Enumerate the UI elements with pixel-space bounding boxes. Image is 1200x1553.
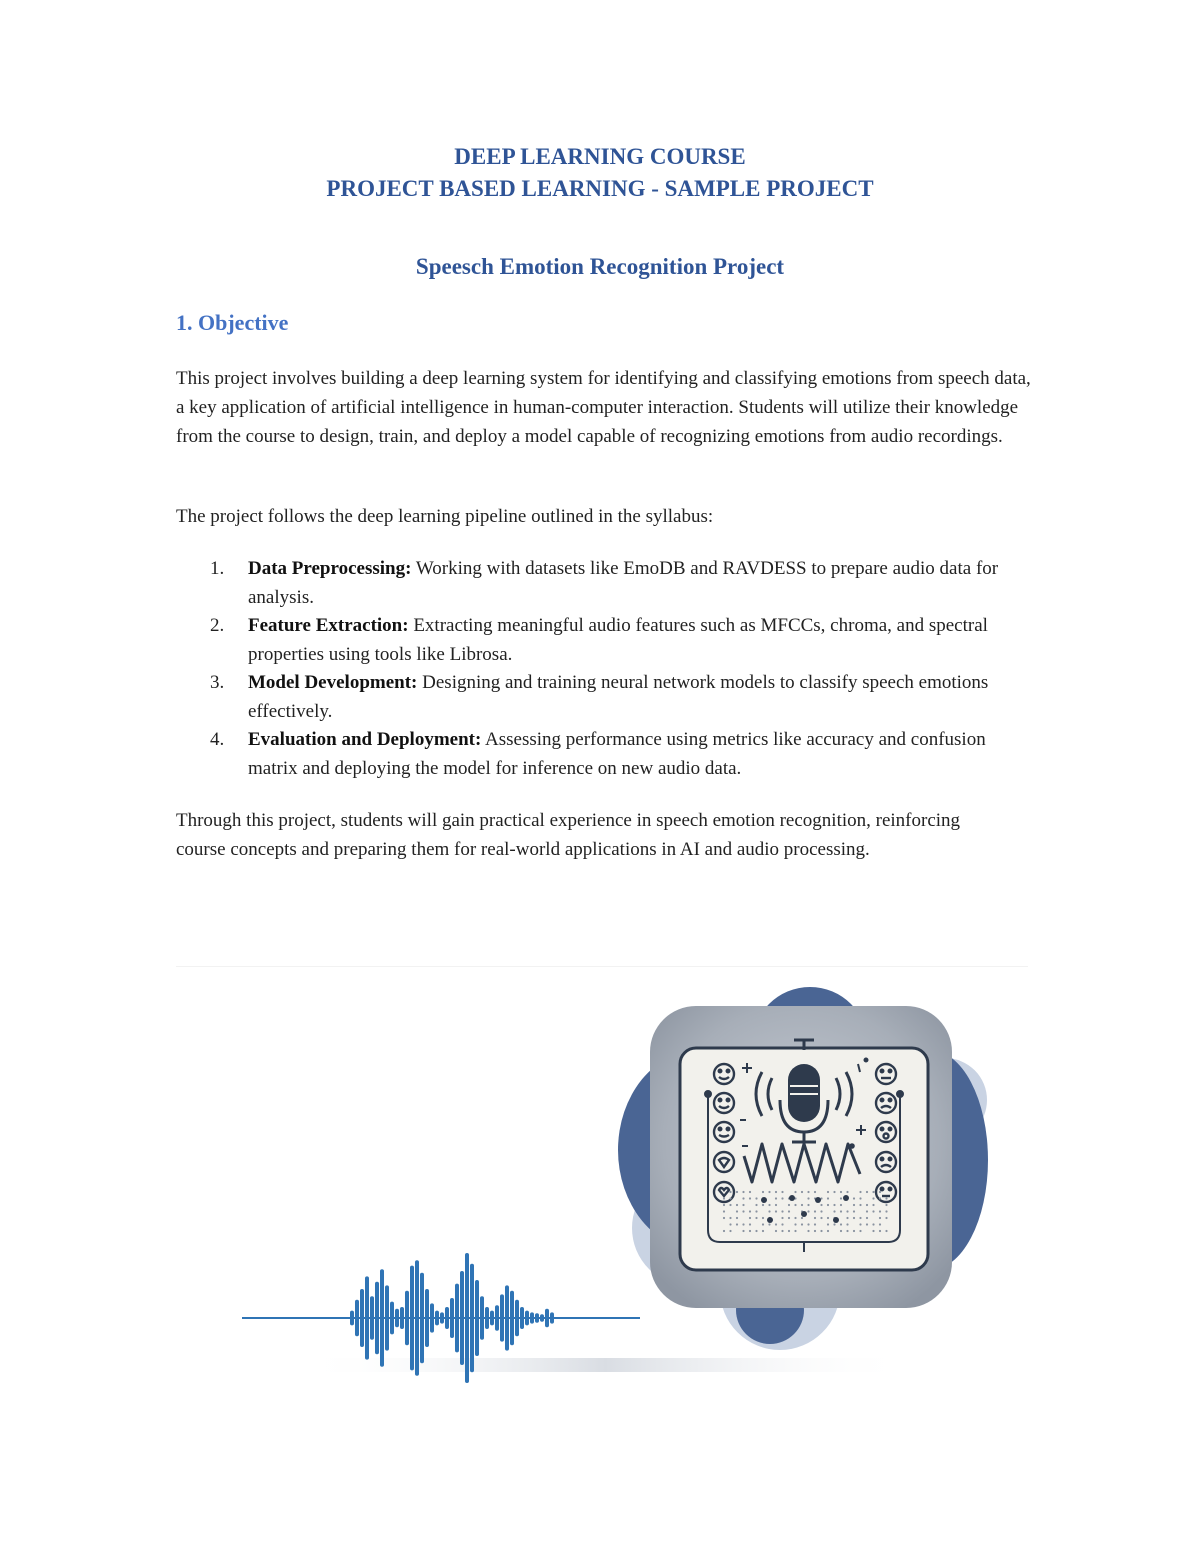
spectrogram-dot [749, 1217, 751, 1219]
list-item-number: 3. [210, 672, 225, 693]
project-title: Speesch Emotion Recognition Project [415, 254, 785, 279]
spectrogram-dot [781, 1191, 783, 1193]
spectrogram-dot [768, 1191, 770, 1193]
list-item-text: Assessing performance using metrics like accuracy and confusion matrix and deploying the model for inference on new audio data. [248, 729, 986, 779]
spectrogram-dot [866, 1217, 868, 1219]
spectrogram-dot [775, 1191, 777, 1193]
spectrogram-dot [820, 1230, 822, 1232]
spectrogram-dot [827, 1217, 829, 1219]
spectrogram-dot [866, 1210, 868, 1212]
list-item-text: Extracting meaningful audio features such as MFCCs, chroma, and spectral properties using tools like Librosa. [248, 615, 988, 665]
spectrogram-dot [840, 1191, 842, 1193]
spectrogram-dot [885, 1204, 887, 1206]
spectrogram-dot [755, 1204, 757, 1206]
spectrogram-dot [762, 1204, 764, 1206]
spectrogram-dot [762, 1230, 764, 1232]
spectrogram-dot [723, 1210, 725, 1212]
spectrogram-dot [827, 1197, 829, 1199]
spectrogram-dot [846, 1217, 848, 1219]
list-item-number: 2. [210, 615, 225, 636]
spectrogram-dot [794, 1191, 796, 1193]
spectrogram-dot [781, 1210, 783, 1212]
spectrogram-dot [846, 1230, 848, 1232]
spectrogram-dot [762, 1217, 764, 1219]
spectrogram-dot [801, 1217, 803, 1219]
pipeline-steps-list [176, 555, 1016, 783]
spectrogram-dot [749, 1223, 751, 1225]
spectrogram-dot [749, 1230, 751, 1232]
spectrogram-dot [801, 1223, 803, 1225]
spectrogram-dot [788, 1217, 790, 1219]
spectrogram-dot [749, 1210, 751, 1212]
spectrogram-dot [885, 1210, 887, 1212]
spectrogram-dot [775, 1223, 777, 1225]
spectrogram-dot [833, 1191, 835, 1193]
spectrogram-dot [879, 1230, 881, 1232]
spectrogram-dot [729, 1230, 731, 1232]
spectrogram-dot [846, 1191, 848, 1193]
list-item-number: 1. [210, 558, 225, 579]
spectrogram-dot [723, 1217, 725, 1219]
spectrogram-dot [872, 1223, 874, 1225]
spectrogram-dot [840, 1230, 842, 1232]
spectrogram-dot [761, 1197, 767, 1203]
pipeline-intro-paragraph: The project follows the deep learning pipeline outlined in the syllabus: [176, 506, 714, 527]
spectrogram-dot [872, 1230, 874, 1232]
spectrogram-dot [827, 1230, 829, 1232]
spectrogram-dot [814, 1230, 816, 1232]
spectrogram-dot [820, 1217, 822, 1219]
spectrogram-dot [840, 1223, 842, 1225]
section-heading-objective: 1. Objective [176, 310, 289, 335]
spectrogram-dot [801, 1211, 807, 1217]
spectrogram-dot [742, 1191, 744, 1193]
list-item [176, 555, 1016, 612]
spectrogram-dot [723, 1197, 725, 1199]
spectrogram-dot [885, 1197, 887, 1199]
spectrogram-dot [879, 1210, 881, 1212]
spectrogram-dot [736, 1210, 738, 1212]
spectrogram-dot [788, 1230, 790, 1232]
spectrogram-dot [807, 1197, 809, 1199]
spectrogram-dot [815, 1197, 821, 1203]
spectrogram-dot [846, 1210, 848, 1212]
spectrogram-dot [833, 1210, 835, 1212]
spectrogram-dot [853, 1204, 855, 1206]
spectrogram-dot [879, 1217, 881, 1219]
spectrogram-dot [866, 1191, 868, 1193]
spectrogram-dot [729, 1217, 731, 1219]
spectrogram-dot [859, 1204, 861, 1206]
spectrogram-dot [788, 1210, 790, 1212]
spectrogram-dot [781, 1223, 783, 1225]
spectrogram-dot [879, 1197, 881, 1199]
spectrogram-dot [833, 1217, 839, 1223]
spectrogram-dot [742, 1197, 744, 1199]
spectrogram-dot [827, 1204, 829, 1206]
spectrogram-dot [781, 1230, 783, 1232]
spectrogram-dot [853, 1210, 855, 1212]
list-item-label: Model Development: [248, 672, 418, 693]
closing-paragraph: Through this project, students will gain practical experience in speech emotion recognition, reinforcing course concepts and preparing them for real-world applications in AI and audio processing. [176, 810, 961, 860]
spectrogram-dot [775, 1230, 777, 1232]
spectrogram-dot [775, 1204, 777, 1206]
spectrogram-dot [736, 1217, 738, 1219]
spectrogram-dot [749, 1197, 751, 1199]
list-item [176, 612, 1016, 669]
spectrogram-dot [723, 1230, 725, 1232]
spectrogram-dot [762, 1191, 764, 1193]
spectrogram-dot [885, 1230, 887, 1232]
spectrogram-dot [736, 1204, 738, 1206]
spectrogram-dot [872, 1204, 874, 1206]
spectrogram-dot [794, 1217, 796, 1219]
spectrogram-dot [827, 1223, 829, 1225]
list-item [176, 669, 1016, 726]
spectrogram-dot [807, 1204, 809, 1206]
spectrogram-dot [827, 1191, 829, 1193]
spectrogram-dot [768, 1223, 770, 1225]
spectrogram-dot [859, 1217, 861, 1219]
spectrogram-dot [846, 1223, 848, 1225]
spectrogram-dot [775, 1210, 777, 1212]
spectrogram-dot [859, 1191, 861, 1193]
spectrogram-dot [879, 1223, 881, 1225]
spectrogram-dot [872, 1210, 874, 1212]
speech-emotion-illustration [0, 960, 1200, 1400]
spectrogram-dot [840, 1197, 842, 1199]
spectrogram-dot [755, 1210, 757, 1212]
spectrogram-dot [853, 1230, 855, 1232]
spectrogram-dot [789, 1195, 795, 1201]
spectrogram-dot [781, 1217, 783, 1219]
spectrogram-dot [729, 1223, 731, 1225]
spectrogram-dot [833, 1204, 835, 1206]
spectrogram-dot [736, 1223, 738, 1225]
spectrogram-dot [866, 1223, 868, 1225]
spectrogram-dot [859, 1230, 861, 1232]
spectrogram-dot [820, 1204, 822, 1206]
spectrogram-dot [853, 1197, 855, 1199]
spectrogram-dot [859, 1223, 861, 1225]
spectrogram-dot [807, 1223, 809, 1225]
course-subtitle: PROJECT BASED LEARNING - SAMPLE PROJECT [326, 176, 874, 201]
spectrogram-dot [872, 1197, 874, 1199]
spectrogram-dot [807, 1230, 809, 1232]
spectrogram-dot [814, 1210, 816, 1212]
spectrogram-dot [840, 1210, 842, 1212]
spectrogram-dot [749, 1191, 751, 1193]
list-item-text: Designing and training neural network models to classify speech emotions effectively. [248, 672, 989, 722]
spectrogram-dot [853, 1217, 855, 1219]
spectrogram-dot [762, 1223, 764, 1225]
list-item-number: 4. [210, 729, 225, 750]
spectrogram-dot [794, 1204, 796, 1206]
spectrogram-dot [879, 1191, 881, 1193]
spectrogram-dot [794, 1230, 796, 1232]
spectrogram-dot [736, 1191, 738, 1193]
spectrogram-dot [723, 1204, 725, 1206]
floor-shadow [300, 1358, 910, 1372]
list-item-label: Feature Extraction: [248, 615, 409, 636]
spectrogram-dot [814, 1223, 816, 1225]
list-item-label: Data Preprocessing: [248, 558, 412, 579]
intro-paragraph: This project involves building a deep learning system for identifying and classifying emotions from speech data, a key application of artificial intelligence in human-computer interaction. Students will utilize their knowledge from the course to design, train, and deploy a model capable of recognizing emotions from audio recordings. [176, 368, 1031, 447]
spectrogram-dot [794, 1223, 796, 1225]
spectrogram-dot [767, 1217, 773, 1223]
spectrogram-dot [788, 1204, 790, 1206]
spectrogram-dot [843, 1195, 849, 1201]
course-title: DEEP LEARNING COURSE [454, 144, 746, 169]
spectrogram-dot [814, 1191, 816, 1193]
spectrogram-dot [729, 1191, 731, 1193]
spectrogram-dot [781, 1197, 783, 1199]
list-item [176, 726, 1016, 783]
spectrogram-dot [755, 1230, 757, 1232]
spectrogram-dot [859, 1197, 861, 1199]
spectrogram-dot [755, 1217, 757, 1219]
spectrogram-dot [807, 1210, 809, 1212]
spectrogram-dot [768, 1204, 770, 1206]
list-item-label: Evaluation and Deployment: [248, 729, 482, 750]
spectrogram-dot [775, 1197, 777, 1199]
spectrogram-dot [807, 1191, 809, 1193]
spectrogram-dot [872, 1191, 874, 1193]
spectrogram-dot [840, 1204, 842, 1206]
spectrogram-dot [742, 1204, 744, 1206]
spectrogram-dot [755, 1197, 757, 1199]
spectrogram-dot [742, 1230, 744, 1232]
spectrogram-dot [801, 1191, 803, 1193]
list-item-text: Working with datasets like EmoDB and RAVDESS to prepare audio data for analysis. [248, 558, 999, 608]
spectrogram-dot [833, 1223, 835, 1225]
spectrogram-dot [742, 1223, 744, 1225]
spectrogram-dot [768, 1210, 770, 1212]
spectrogram-dot [801, 1204, 803, 1206]
spectrogram-dot [729, 1197, 731, 1199]
spectrogram-dot [866, 1204, 868, 1206]
spectrogram-dot [742, 1210, 744, 1212]
spectrogram-dot [729, 1204, 731, 1206]
spectrogram-dot [814, 1217, 816, 1219]
spectrogram-dot [820, 1210, 822, 1212]
spectrogram-dot [885, 1217, 887, 1219]
